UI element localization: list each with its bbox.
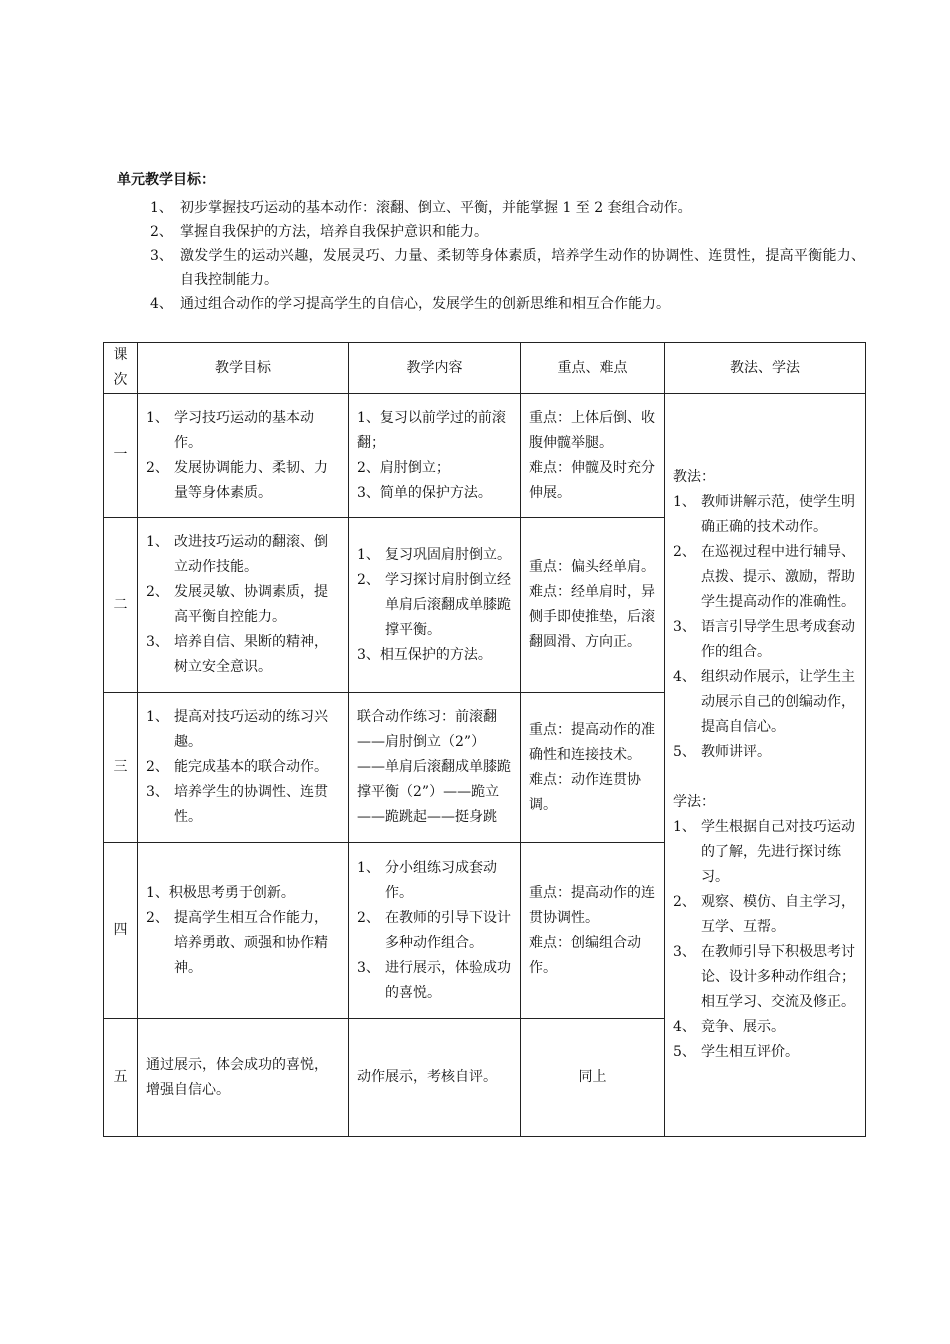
spacer <box>673 765 857 790</box>
lesson-number: 三 <box>104 693 138 843</box>
list-item <box>146 755 340 780</box>
item-number: 2、 <box>146 759 169 775</box>
list-item <box>673 940 857 1015</box>
item-number: 2、 <box>673 544 696 560</box>
goals-cell <box>138 394 349 518</box>
item-text: 观察、模仿、自主学习，互学、互帮。 <box>701 894 855 935</box>
list-item <box>357 568 512 643</box>
item-text: 在教师引导下积极思考讨论、设计多种动作组合；相互学习、交流及修正。 <box>701 944 855 1010</box>
keypoint: 重点：上体后倒、收腹伸髋举腿。 <box>529 409 655 451</box>
keypoint: 难点：经单肩时，异侧手即使推垫，后滚翻圆滑、方向正。 <box>529 584 655 650</box>
list-item <box>673 890 857 940</box>
content-cell: 联合动作练习：前滚翻——肩肘倒立（2”）——单肩后滚翻成单膝跪撑平衡（2”）——跪立——跪跳起——挺身跳 <box>349 693 521 843</box>
goals-cell <box>138 518 349 693</box>
item-number: 4、 <box>673 669 696 685</box>
objective-number: 4、 <box>150 296 173 312</box>
lesson-number: 二 <box>104 518 138 693</box>
list-item <box>146 881 340 906</box>
content-cell <box>349 518 521 693</box>
item-number: 2、 <box>357 909 380 926</box>
item-text: 竞争、展示。 <box>701 1019 785 1035</box>
item-text: 学生相互评价。 <box>701 1044 799 1060</box>
item-text: 在教师的引导下设计多种动作组合。 <box>385 909 511 951</box>
item-number: 1、 <box>146 534 169 550</box>
content-cell <box>349 843 521 1019</box>
item-number: 2、 <box>357 459 380 476</box>
objective-text: 激发学生的运动兴趣，发展灵巧、力量、柔韧等身体素质，培养学生动作的协调性、连贯性，提高平衡能力、自我控制能力。 <box>180 248 865 288</box>
list-item <box>673 815 857 890</box>
item-text: 在巡视过程中进行辅导、点拨、提示、激励，帮助学生提高动作的准确性。 <box>701 544 855 610</box>
objective-item <box>150 244 865 292</box>
item-text: 学生根据自己对技巧运动的了解，先进行探讨练习。 <box>701 819 855 885</box>
list-item <box>146 630 340 680</box>
list-item <box>146 705 340 755</box>
item-text: 提高对技巧运动的练习兴趣。 <box>174 709 328 750</box>
lesson-number: 四 <box>104 843 138 1019</box>
table-header-row <box>104 343 866 394</box>
item-text: 学习探讨肩肘倒立经单肩后滚翻成单膝跪撑平衡。 <box>385 571 511 638</box>
item-number: 3、 <box>357 959 380 976</box>
item-number: 3、 <box>146 634 169 650</box>
objective-text: 通过组合动作的学习提高学生的自信心，发展学生的创新思维和相互合作能力。 <box>180 296 670 312</box>
item-number: 2、 <box>673 894 696 910</box>
item-text: 进行展示，体验成功的喜悦。 <box>385 959 511 1001</box>
keypoint: 重点：偏头经单肩。 <box>529 559 655 575</box>
keypoints-cell <box>521 394 665 518</box>
content-cell <box>349 394 521 518</box>
list-item <box>673 540 857 615</box>
list-item <box>146 580 340 630</box>
list-item <box>146 530 340 580</box>
keypoints-cell <box>521 843 665 1019</box>
content-cell: 动作展示，考核自评。 <box>349 1019 521 1137</box>
goals-cell: 通过展示，体会成功的喜悦，增强自信心。 <box>138 1019 349 1137</box>
keypoint: 重点：提高动作的准确性和连接技术。 <box>529 721 655 763</box>
keypoints-cell: 同上 <box>521 1019 665 1137</box>
item-number: 2、 <box>357 571 380 588</box>
lesson-number: 一 <box>104 394 138 518</box>
item-text: 肩肘倒立； <box>379 459 450 476</box>
list-item <box>673 1015 857 1040</box>
item-text: 复习以前学过的前滚翻； <box>357 409 506 451</box>
header-goals: 教学目标 <box>138 343 349 394</box>
list-item <box>146 406 340 456</box>
item-number: 5、 <box>673 1044 696 1060</box>
learn-title: 学法： <box>673 794 715 810</box>
keypoint: 难点：创编组合动作。 <box>529 934 641 976</box>
item-text: 积极思考勇于创新。 <box>168 884 295 901</box>
keypoint: 难点：伸髋及时充分伸展。 <box>529 459 655 501</box>
item-number: 1、 <box>357 859 380 876</box>
list-item <box>357 456 512 481</box>
item-number: 1、 <box>673 819 696 835</box>
list-item <box>357 543 512 568</box>
item-number: 3、 <box>673 944 696 960</box>
objective-text: 初步掌握技巧运动的基本动作：滚翻、倒立、平衡，并能掌握 1 至 2 套组合动作。 <box>180 200 692 216</box>
header-content: 教学内容 <box>349 343 521 394</box>
item-text: 培养学生的协调性、连贯性。 <box>174 784 328 825</box>
item-text: 发展协调能力、柔韧、力量等身体素质。 <box>174 459 328 501</box>
keypoints-cell <box>521 518 665 693</box>
objective-item <box>150 196 865 220</box>
item-number: 1、 <box>146 709 169 725</box>
item-text: 发展灵敏、协调素质，提高平衡自控能力。 <box>174 584 328 625</box>
goals-cell <box>138 843 349 1019</box>
objective-text: 掌握自我保护的方法，培养自我保护意识和能力。 <box>180 224 488 240</box>
keypoint: 难点：动作连贯协调。 <box>529 771 641 813</box>
item-text: 语言引导学生思考成套动作的组合。 <box>701 619 855 660</box>
item-text: 教师讲评。 <box>701 744 771 760</box>
item-number: 5、 <box>673 744 696 760</box>
objective-number: 2、 <box>150 224 173 240</box>
objective-item <box>150 292 865 316</box>
page-title: 单元教学目标： <box>117 172 215 188</box>
item-number: 4、 <box>673 1019 696 1035</box>
teach-title: 教法： <box>673 469 715 485</box>
item-text: 组织动作展示，让学生主动展示自己的创编动作，提高自信心。 <box>701 669 855 735</box>
item-number: 2、 <box>146 459 169 476</box>
list-item <box>357 481 512 506</box>
list-item <box>673 665 857 740</box>
item-number: 1、 <box>357 546 380 563</box>
objective-item <box>150 220 865 244</box>
goals-cell <box>138 693 349 843</box>
item-number: 1、 <box>146 409 169 426</box>
item-text: 能完成基本的联合动作。 <box>174 759 328 775</box>
list-item <box>357 956 512 1006</box>
item-text: 分小组练习成套动作。 <box>385 859 497 901</box>
methods-cell <box>665 394 866 1137</box>
list-item <box>673 490 857 540</box>
keypoint: 重点：提高动作的连贯协调性。 <box>529 884 655 926</box>
item-number: 2、 <box>146 909 169 926</box>
lesson-number: 五 <box>104 1019 138 1137</box>
list-item <box>673 615 857 665</box>
item-text: 培养自信、果断的精神，树立安全意识。 <box>174 634 328 675</box>
header-lesson: 课次 <box>104 343 138 394</box>
header-keypoints: 重点、难点 <box>521 343 665 394</box>
item-number: 3、 <box>357 646 380 663</box>
item-text: 提高学生相互合作能力，培养勇敢、顽强和协作精神。 <box>174 909 328 976</box>
list-item <box>357 406 512 456</box>
list-item <box>357 906 512 956</box>
list-item <box>146 906 340 981</box>
list-item <box>673 1040 857 1065</box>
item-text: 复习巩固肩肘倒立。 <box>385 546 511 563</box>
objective-number: 3、 <box>150 248 173 264</box>
item-number: 3、 <box>673 619 696 635</box>
table-row <box>104 394 866 518</box>
item-text: 教师讲解示范，使学生明确正确的技术动作。 <box>701 494 855 535</box>
list-item <box>357 856 512 906</box>
item-text: 简单的保护方法。 <box>379 484 492 501</box>
objective-number: 1、 <box>150 200 173 216</box>
lesson-plan-table <box>103 342 866 1137</box>
item-number: 2、 <box>146 584 169 600</box>
list-item <box>357 643 512 668</box>
item-number: 3、 <box>146 784 169 800</box>
objectives-list <box>150 196 865 316</box>
item-number: 1、 <box>146 884 169 901</box>
item-number: 3、 <box>357 484 380 501</box>
item-number: 1、 <box>357 409 380 426</box>
item-number: 1、 <box>673 494 696 510</box>
item-text: 学习技巧运动的基本动作。 <box>174 409 314 451</box>
item-text: 改进技巧运动的翻滚、倒立动作技能。 <box>174 534 328 575</box>
header-methods: 教法、学法 <box>665 343 866 394</box>
list-item <box>146 780 340 830</box>
keypoints-cell <box>521 693 665 843</box>
item-text: 相互保护的方法。 <box>379 646 492 663</box>
list-item <box>146 456 340 506</box>
list-item <box>673 740 857 765</box>
